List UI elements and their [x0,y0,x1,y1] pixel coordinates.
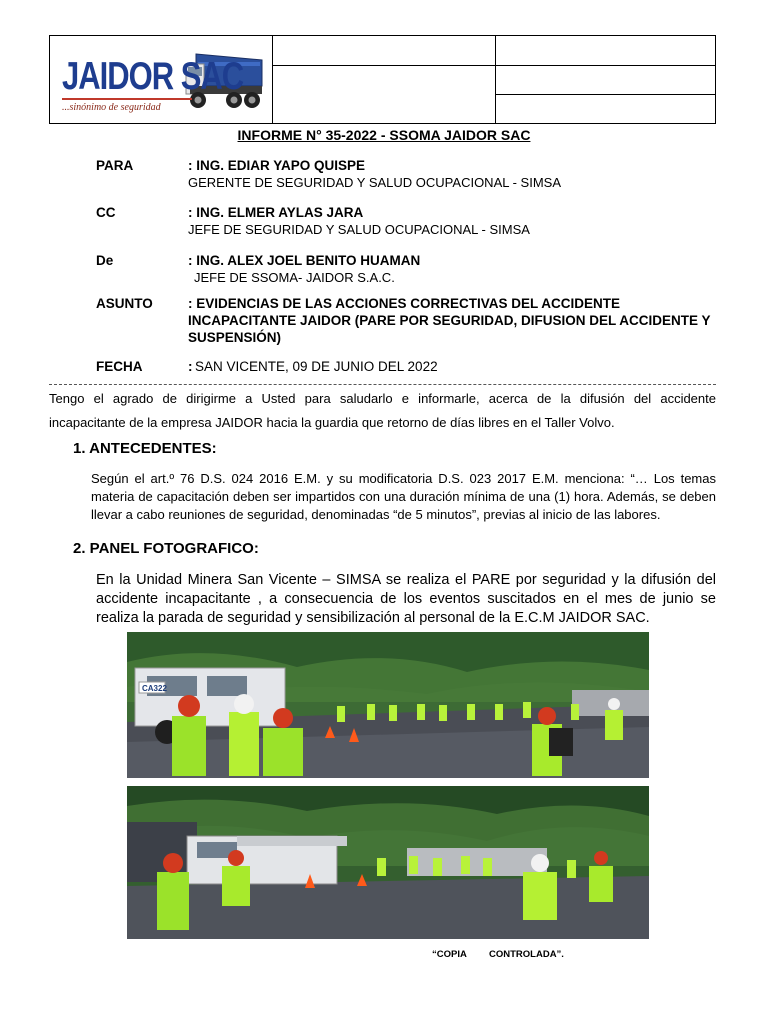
header-table [49,35,716,124]
cc-value: : ING. ELMER AYLAS JARA [188,205,364,220]
para-label: PARA [96,158,134,173]
section-2-text: En la Unidad Minera San Vicente – SIMSA se realiza el PARE por seguridad y la difusión del accidente incapacitante , a consecuencia de los eventos suscitados en el mes de junio se realiza la parada de seguridad y sensibilización al personal de la E.C.M JAIDOR SAC. [96,572,716,626]
de-value: : ING. ALEX JOEL BENITO HUAMAN [188,253,421,268]
separator-line [49,384,716,385]
photo-safety-stop-2 [127,786,649,939]
cc-sub: JEFE DE SEGURIDAD Y SALUD OCUPACIONAL - SIMSA [188,222,530,237]
asunto-value-1: : EVIDENCIAS DE LAS ACCIONES CORRECTIVAS DEL ACCIDENTE [188,296,621,311]
cc-label: CC [96,205,116,220]
fecha-value: SAN VICENTE, 09 DE JUNIO DEL 2022 [195,359,438,374]
logo-underline [62,98,192,100]
logo-text: JAIDOR SAC [62,54,244,98]
intro-line-2: incapacitante de la empresa JAIDOR hacia la guardia que retorno de días libres en el Taller Volvo. [49,415,615,430]
fecha-colon: : [188,359,193,374]
section-1-heading: 1. ANTECEDENTES: [73,440,217,457]
asunto-value-3: SUSPENSIÓN) [188,330,282,345]
section-2-heading: 2. PANEL FOTOGRAFICO: [73,540,259,557]
para-value: : ING. EDIAR YAPO QUISPE [188,158,366,173]
photo-safety-stop-1 [127,632,649,778]
logo-tagline: ...sinónimo de seguridad [62,102,161,113]
footer-controlada: CONTROLADA”. [489,949,564,960]
truck-id-label: CA322 [142,684,167,693]
asunto-value-2: INCAPACITANTE JAIDOR (PARE POR SEGURIDAD, DIFUSION DEL ACCIDENTE Y [188,313,711,328]
para-sub: GERENTE DE SEGURIDAD Y SALUD OCUPACIONAL - SIMSA [188,175,561,190]
intro-line-1: Tengo el agrado de dirigirme a Usted para saludarlo e informarle, acerca de la difusión del accidente [49,391,716,406]
company-logo [56,42,270,118]
section-1-text: Según el art.º 76 D.S. 024 2016 E.M. y su modificatoria D.S. 023 2017 E.M. menciona: “… Los temas materia de capacitación deben ser impartidos con una duración mínima de una (1) hora. Además, se deben llevar a cabo reuniones de seguridad, denominadas “de 5 minutos”, previas al inicio de las labores. [91,471,716,522]
de-label: De [96,253,114,268]
de-sub: JEFE DE SSOMA- JAIDOR S.A.C. [194,270,395,285]
report-title: INFORME N° 35-2022 - SSOMA JAIDOR SAC [237,127,531,143]
fecha-label: FECHA [96,359,143,374]
asunto-label: ASUNTO [96,296,153,311]
footer-copia: “COPIA [432,949,467,960]
